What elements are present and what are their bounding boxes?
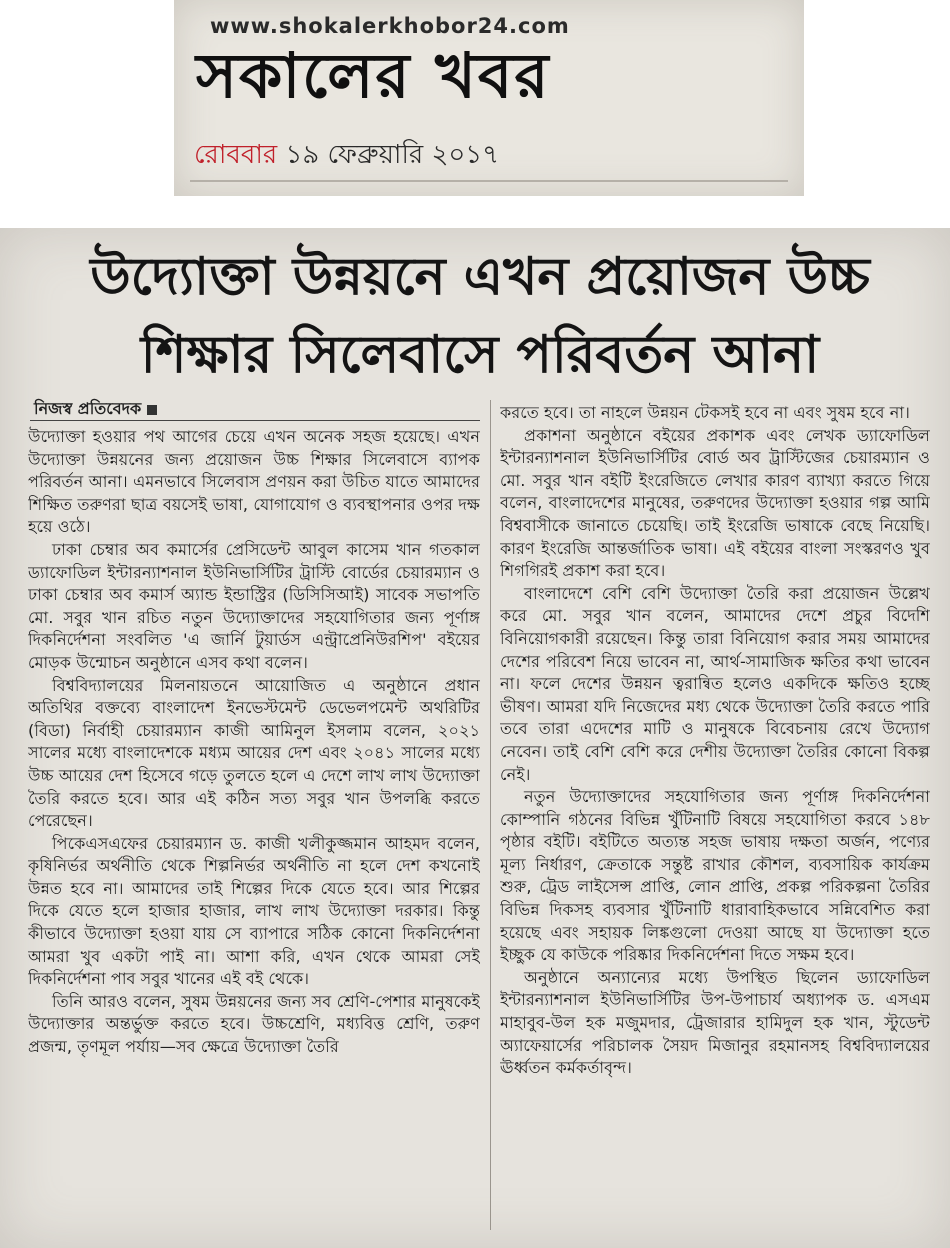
paragraph: করতে হবে। তা নাহলে উন্নয়ন টেকসই হবে না এবং সুষম হবে না। [500,403,910,422]
masthead-url: www.shokalerkhobor24.com [210,14,570,38]
byline-square-icon [147,405,157,415]
paragraph: পিকেএসএফের চেয়ারম্যান ড. কাজী খলীকুজ্জমান আহমদ বলেন, কৃষিনির্ভর অর্থনীতি থেকে শিল্পনির্ভর অর্থনীতি না হলে দেশ কখনোই উন্নত হবে না। আমাদের তাই শিল্পের দিকে যেতে হবে। আর শিল্পের দিকে যেতে হলে হাজার হাজার, লাখ লাখ উদ্যোক্তা দরকার। কিন্তু কীভাবে উদ্যোক্তা হওয়া যায় সে ব্যাপারে সঠিক কোনো দিকনির্দেশনা আমরা খুব একটা পাই না। আশা করি, এখন থেকে আমরা সেই দিকনির্দেশনা পাব সবুর খানের এই বই থেকে। [28,833,480,989]
masthead-dateline [194,134,499,178]
newspaper-logo: সকালের খবর [196,39,551,112]
masthead-rule [190,180,788,182]
byline-rule [30,420,480,421]
masthead-day: রোববার [194,140,278,170]
headline-line-1: উদ্যোক্তা উন্নয়নে এখন প্রয়োজন উচ্চ [90,247,870,307]
paragraph: বিশ্ববিদ্যালয়ের মিলনায়তনে আয়োজিত এ অনুষ্ঠানে প্রধান অতিথির বক্তব্যে বাংলাদেশ ইনভেস্টমেন্ট ডেভেলপমেন্ট অথরিটির (বিডা) নির্বাহী চেয়ারম্যান কাজী আমিনুল ইসলাম বলেন, ২০২১ সালের মধ্যে বাংলাদেশকে মধ্যম আয়ের দেশ এবং ২০৪১ সালের মধ্যে উচ্চ আয়ের দেশ হিসেবে গড়ে তুলতে হলে এ দেশে লাখ লাখ উদ্যোক্তা তৈরি করতে হবে। আর এই কঠিন সত্য সবুর খান উপলব্ধি করতে পেরেছেন। [28,675,480,831]
article-column-left [28,426,480,1238]
article-headline [40,238,920,394]
article-byline [34,396,157,423]
paragraph: তিনি আরও বলেন, সুষম উন্নয়নের জন্য সব শ্রেণি-পেশার মানুষকেই উদ্যোক্তার অন্তর্ভুক্ত করতে হবে। উচ্চশ্রেণি, মধ্যবিত্ত শ্রেণি, তরুণ প্রজন্ম, তৃণমূল পর্যায়—সব ক্ষেত্রে উদ্যোক্তা তৈরি [28,991,480,1057]
paragraph: ঢাকা চেম্বার অব কমার্সের প্রেসিডেন্ট আবুল কাসেম খান গতকাল ড্যাফোডিল ইন্টারন্যাশনাল ইউনিভার্সিটির ট্রাস্টি বোর্ডের চেয়ারম্যান ও ঢাকা চেম্বার অব কমার্স অ্যান্ড ইন্ডাস্ট্রির (ডিসিসিআই) সাবেক সভাপতি মো. সবুর খান রচিত নতুন উদ্যোক্তাদের সহযোগিতার জন্য পূর্ণাঙ্গ দিকনির্দেশনা সংবলিত 'এ জার্নি টুয়ার্ডস এন্ট্রাপ্রেনিউরশিপ' বইয়ের মোড়ক উন্মোচন অনুষ্ঠানে এসব কথা বলেন। [28,539,480,672]
article-column-right [500,402,930,1238]
headline-line-2: শিক্ষার সিলেবাসে পরিবর্তন আনা [140,325,820,385]
paragraph: উদ্যোক্তা হওয়ার পথ আগের চেয়ে এখন অনেক সহজ হয়েছে। এখন উদ্যোক্তা উন্নয়নের জন্য প্রয়োজন উচ্চ শিক্ষার সিলেবাসে ব্যাপক পরিবর্তন আনা। এমনভাবে সিলেবাস প্রণয়ন করা উচিত যাতে আমাদের শিক্ষিত তরুণরা ছাত্র বয়সেই ভাষা, যোগাযোগ ও ব্যবস্থাপনার ওপর দক্ষ হয়ে ওঠে। [28,427,480,537]
column-divider [490,400,491,1230]
paragraph: প্রকাশনা অনুষ্ঠানে বইয়ের প্রকাশক এবং লেখক ড্যাফোডিল ইন্টারন্যাশনাল ইউনিভার্সিটির বোর্ড অব ট্রাস্টিজের চেয়ারম্যান ও মো. সবুর খান বইটি ইংরেজিতে লেখার কারণ ব্যাখ্যা করতে গিয়ে বলেন, বাংলাদেশের মানুষের, তরুণদের উদ্যোক্তা হওয়ার গল্প আমি বিশ্ববাসীকে জানাতে চেয়েছি। তাই ইংরেজি ভাষাকে বেছে নিয়েছি। কারণ ইংরেজি আন্তর্জাতিক ভাষা। এই বইয়ের বাংলা সংস্করণও খুব শিগগিরই প্রকাশ করা হবে। [500,425,930,581]
masthead-date: ১৯ ফেব্রুয়ারি ২০১৭ [285,140,500,170]
paragraph: অনুষ্ঠানে অন্যান্যের মধ্যে উপস্থিত ছিলেন ড্যাফোডিল ইন্টারন্যাশনাল ইউনিভার্সিটির উপ-উপাচার্য অধ্যাপক ড. এসএম মাহাবুব-উল হক মজুমদার, ট্রেজারার হামিদুল হক খান, স্টুডেন্ট অ্যাফেয়ার্সের পরিচালক সৈয়দ মিজানুর রহমানসহ বিশ্ববিদ্যালয়ের ঊর্ধ্বতন কর্মকর্তাবৃন্দ। [500,967,930,1078]
article-clipping [0,228,950,1248]
paragraph: বাংলাদেশে বেশি বেশি উদ্যোক্তা তৈরি করা প্রয়োজন উল্লেখ করে মো. সবুর খান বলেন, আমাদের দেশে প্রচুর বিদেশি বিনিয়োগকারী রয়েছেন। কিন্তু তারা বিনিয়োগ করার সময় আমাদের দেশের পরিবেশ নিয়ে ভাবেন না, আর্থ-সামাজিক ক্ষতির কথা ভাবেন না। ফলে দেশের উন্নয়ন ত্বরান্বিত হলেও একদিকে ক্ষতিও হচ্ছে ভীষণ। আমরা যদি নিজেদের মধ্য থেকে উদ্যোক্তা তৈরি করতে পারি তবে তারা এদেশের মাটি ও মানুষকে বিবেচনায় রেখে উদ্যোগ নেবেন। তাই বেশি বেশি করে দেশীয় উদ্যোক্তা তৈরির কোনো বিকল্প নেই। [500,583,930,784]
newspaper-masthead [174,0,804,196]
paragraph: নতুন উদ্যোক্তাদের সহযোগিতার জন্য পূর্ণাঙ্গ দিকনির্দেশনা কোম্পানি গঠনের বিভিন্ন খুঁটিনাটি বিষয়ে সহযোগিতা করবে ১৪৮ পৃষ্ঠার বইটি। বইটিতে অত্যন্ত সহজ ভাষায় দক্ষতা অর্জন, পণ্যের মূল্য নির্ধারণ, ক্রেতাকে সন্তুষ্ট রাখার কৌশল, ব্যবসায়িক কার্যক্রম শুরু, ট্রেড লাইসেন্স প্রাপ্তি, লোন প্রাপ্তি, প্রকল্প পরিকল্পনা তৈরির বিভিন্ন দিকসহ ব্যবসার খুঁটিনাটি ধারাবাহিকভাবে সন্নিবেশিত করা হয়েছে এবং সহায়ক লিঙ্কগুলো দেওয়া আছে যা উদ্যোক্তা হতে ইচ্ছুক যে কাউকে পরিষ্কার দিকনির্দেশনা দিতে সক্ষম হবে। [500,787,930,965]
byline-text: নিজস্ব প্রতিবেদক [34,399,142,418]
